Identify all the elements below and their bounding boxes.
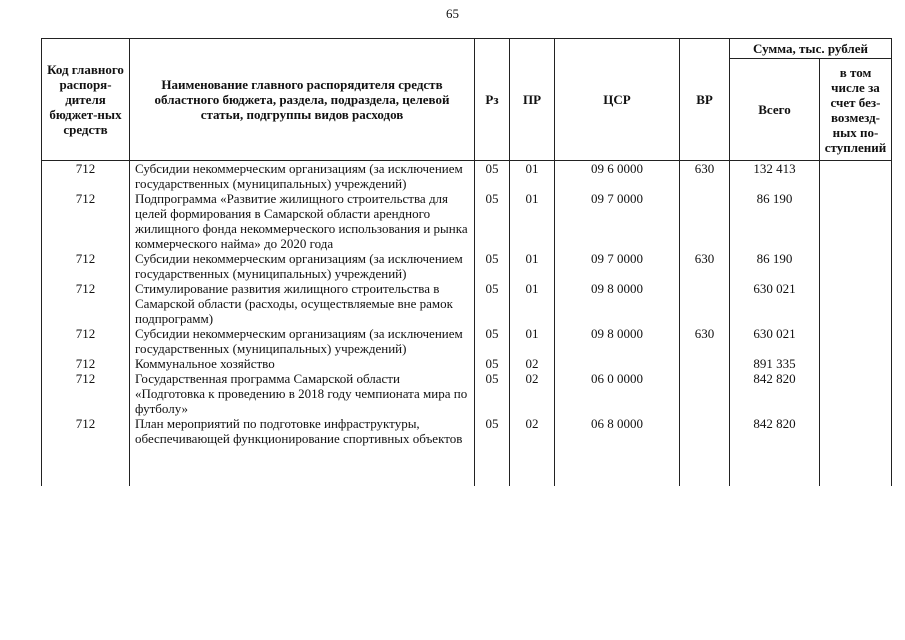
cell-gratis <box>820 416 892 486</box>
cell-csr: 09 7 0000 <box>555 191 680 251</box>
cell-name: Государственная программа Самарской области «Подготовка к проведению в 2018 году чемпионата мира по футболу» <box>130 371 475 416</box>
table-row <box>42 371 892 416</box>
cell-csr: 09 7 0000 <box>555 251 680 281</box>
table-row <box>42 191 892 251</box>
cell-vr: 630 <box>680 326 730 356</box>
table-row <box>42 281 892 326</box>
cell-pr: 01 <box>510 326 555 356</box>
cell-total: 842 820 <box>730 371 820 416</box>
cell-pr: 02 <box>510 416 555 486</box>
cell-gratis <box>820 161 892 192</box>
header-rz: Рз <box>475 39 510 161</box>
table-row <box>42 251 892 281</box>
cell-vr: 630 <box>680 161 730 192</box>
page-number: 65 <box>446 6 459 21</box>
cell-csr: 06 0 0000 <box>555 371 680 416</box>
cell-vr: 630 <box>680 251 730 281</box>
table-row <box>42 416 892 486</box>
cell-vr <box>680 281 730 326</box>
cell-code: 712 <box>42 416 130 486</box>
cell-name: Коммунальное хозяйство <box>130 356 475 371</box>
cell-rz: 05 <box>475 356 510 371</box>
cell-csr: 09 8 0000 <box>555 326 680 356</box>
cell-gratis <box>820 326 892 356</box>
cell-code: 712 <box>42 371 130 416</box>
cell-name: План мероприятий по подготовке инфраструктуры, обеспечивающей функционирование спортивных объектов <box>130 416 475 486</box>
cell-code: 712 <box>42 356 130 371</box>
table-row <box>42 326 892 356</box>
cell-rz: 05 <box>475 371 510 416</box>
table-header <box>42 39 892 161</box>
cell-pr: 01 <box>510 251 555 281</box>
cell-code: 712 <box>42 281 130 326</box>
cell-name: Стимулирование развития жилищного строительства в Самарской области (расходы, осуществляемые вне рамок подпрограмм) <box>130 281 475 326</box>
header-code: Код главного распоря-дителя бюджет-ных средств <box>42 39 130 161</box>
cell-vr <box>680 416 730 486</box>
cell-code: 712 <box>42 326 130 356</box>
cell-gratis <box>820 251 892 281</box>
cell-total: 86 190 <box>730 191 820 251</box>
table-row <box>42 161 892 192</box>
cell-pr: 01 <box>510 191 555 251</box>
cell-gratis <box>820 281 892 326</box>
header-total: Всего <box>730 59 820 161</box>
cell-vr <box>680 191 730 251</box>
cell-rz: 05 <box>475 251 510 281</box>
cell-vr <box>680 356 730 371</box>
cell-code: 712 <box>42 251 130 281</box>
cell-rz: 05 <box>475 416 510 486</box>
cell-csr: 06 8 0000 <box>555 416 680 486</box>
cell-csr <box>555 356 680 371</box>
header-csr: ЦСР <box>555 39 680 161</box>
header-vr: ВР <box>680 39 730 161</box>
cell-gratis <box>820 371 892 416</box>
cell-total: 86 190 <box>730 251 820 281</box>
cell-total: 630 021 <box>730 281 820 326</box>
header-name: Наименование главного распорядителя средств областного бюджета, раздела, подраздела, целевой статьи, подгруппы видов расходов <box>130 39 475 161</box>
header-sum-group: Сумма, тыс. рублей <box>730 39 892 59</box>
cell-name: Субсидии некоммерческим организациям (за исключением государственных (муниципальных) учреждений) <box>130 161 475 192</box>
header-pr: ПР <box>510 39 555 161</box>
cell-pr: 01 <box>510 281 555 326</box>
cell-name: Субсидии некоммерческим организациям (за исключением государственных (муниципальных) учреждений) <box>130 251 475 281</box>
cell-csr: 09 6 0000 <box>555 161 680 192</box>
budget-table <box>41 38 892 486</box>
cell-rz: 05 <box>475 326 510 356</box>
cell-csr: 09 8 0000 <box>555 281 680 326</box>
cell-gratis <box>820 356 892 371</box>
table-body <box>42 161 892 487</box>
cell-name: Субсидии некоммерческим организациям (за исключением государственных (муниципальных) учреждений) <box>130 326 475 356</box>
cell-rz: 05 <box>475 161 510 192</box>
cell-gratis <box>820 191 892 251</box>
cell-total: 132 413 <box>730 161 820 192</box>
cell-total: 630 021 <box>730 326 820 356</box>
cell-total: 842 820 <box>730 416 820 486</box>
cell-rz: 05 <box>475 281 510 326</box>
cell-pr: 02 <box>510 371 555 416</box>
cell-vr <box>680 371 730 416</box>
cell-rz: 05 <box>475 191 510 251</box>
cell-pr: 02 <box>510 356 555 371</box>
header-gratis: в том числе за счет без-возмезд-ных по-ступлений <box>820 59 892 161</box>
cell-pr: 01 <box>510 161 555 192</box>
cell-code: 712 <box>42 161 130 192</box>
table-row <box>42 356 892 371</box>
cell-name: Подпрограмма «Развитие жилищного строительства для целей формирования в Самарской области арендного жилищного фонда некоммерческого использования и рынка коммерческого найма» до 2020 года <box>130 191 475 251</box>
cell-code: 712 <box>42 191 130 251</box>
cell-total: 891 335 <box>730 356 820 371</box>
